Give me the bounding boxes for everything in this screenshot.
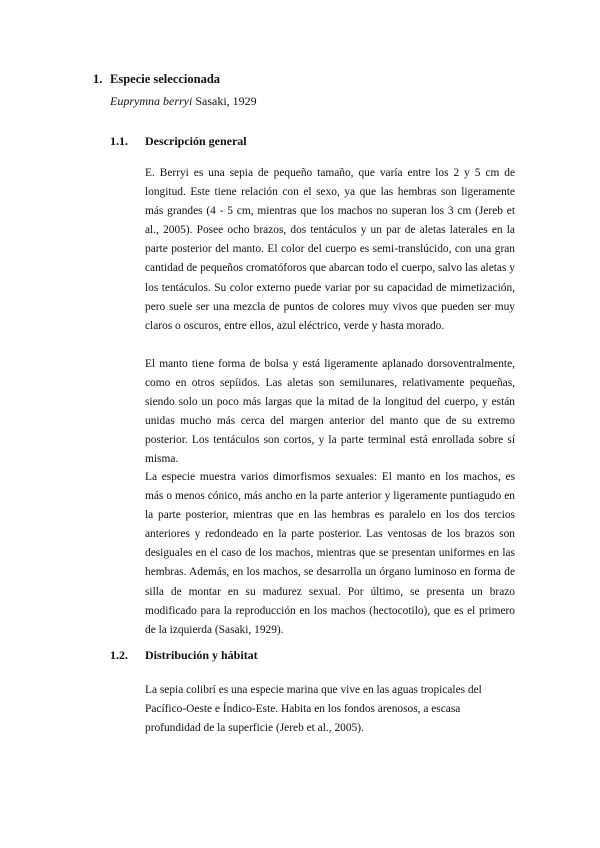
species-name <box>110 94 257 109</box>
subsection-title: Distribución y hábitat <box>145 648 258 662</box>
species-author: Sasaki, 1929 <box>192 94 257 108</box>
paragraph: La especie muestra varios dimorfismos sexuales: El manto en los machos, es más o menos cónico, más ancho en la parte anterior y ligeramente puntiagudo en la parte posterior, mientras que en las hembras es paralelo en los dos tercios anteriores y redondeado en la parte posterior. Las ventosas de los brazos son desiguales en el caso de los machos, mientras que se presentan uniformes en las hembras. Además, en los machos, se desarrolla un órgano luminoso en forma de silla de montar en su madurez sexual. Por último, se presenta un brazo modificado para la reproducción en los machos (hectocotilo), que es el primero de la izquierda (Sasaki, 1929). <box>145 471 515 636</box>
section-title: Especie seleccionada <box>110 72 221 86</box>
section-number: 1. <box>93 72 103 86</box>
subsection-number: 1.2. <box>110 648 128 662</box>
section-heading <box>93 72 220 87</box>
subsection-number: 1.1. <box>110 134 128 148</box>
species-binomial: Euprymna berryi <box>110 94 193 108</box>
paragraph: La sepia colibrí es una especie marina que vive en las aguas tropicales del Pacífico-Oeste e Índico-Este. Habita en los fondos arenosos, a escasa profundidad de la superficie (Jereb et al., 2005). <box>145 684 482 735</box>
subsection-heading-description <box>110 134 247 149</box>
subsection-heading-distribution <box>110 648 258 663</box>
paragraph: E. Berryi es una sepia de pequeño tamaño, que varía entre los 2 y 5 cm de longitud. Este tiene relación con el sexo, ya que las hembras son ligeramente más grandes (4 - 5 cm, mientras que los machos no superan los 3 cm (Jereb et al., 2005). Posee ocho brazos, dos tentáculos y un par de aletas laterales en la parte posterior del manto. El color del cuerpo es semi-translúcido, con una gran cantidad de pequeños cromatóforos que abarcan todo el cuerpo, salvo las aletas y los tentáculos. Su color externo puede variar por su capacidad de mimetización, pero suele ser una mezcla de puntos de colores muy vivos que pueden ser muy claros o oscuros, entre ellos, azul eléctrico, verde y hasta morado. <box>145 167 515 332</box>
subsection-title: Descripción general <box>145 134 247 148</box>
paragraph: El manto tiene forma de bolsa y está ligeramente aplanado dorsoventralmente, como en otros sepíidos. Las aletas son semilunares, relativamente pequeñas, siendo solo un poco más largas que la mitad de la longitud del cuerpo, y están unidas mucho más cerca del margen anterior del manto que de su extremo posterior. Los tentáculos son cortos, y la parte terminal está enrollada sobre sí misma. <box>145 358 515 466</box>
